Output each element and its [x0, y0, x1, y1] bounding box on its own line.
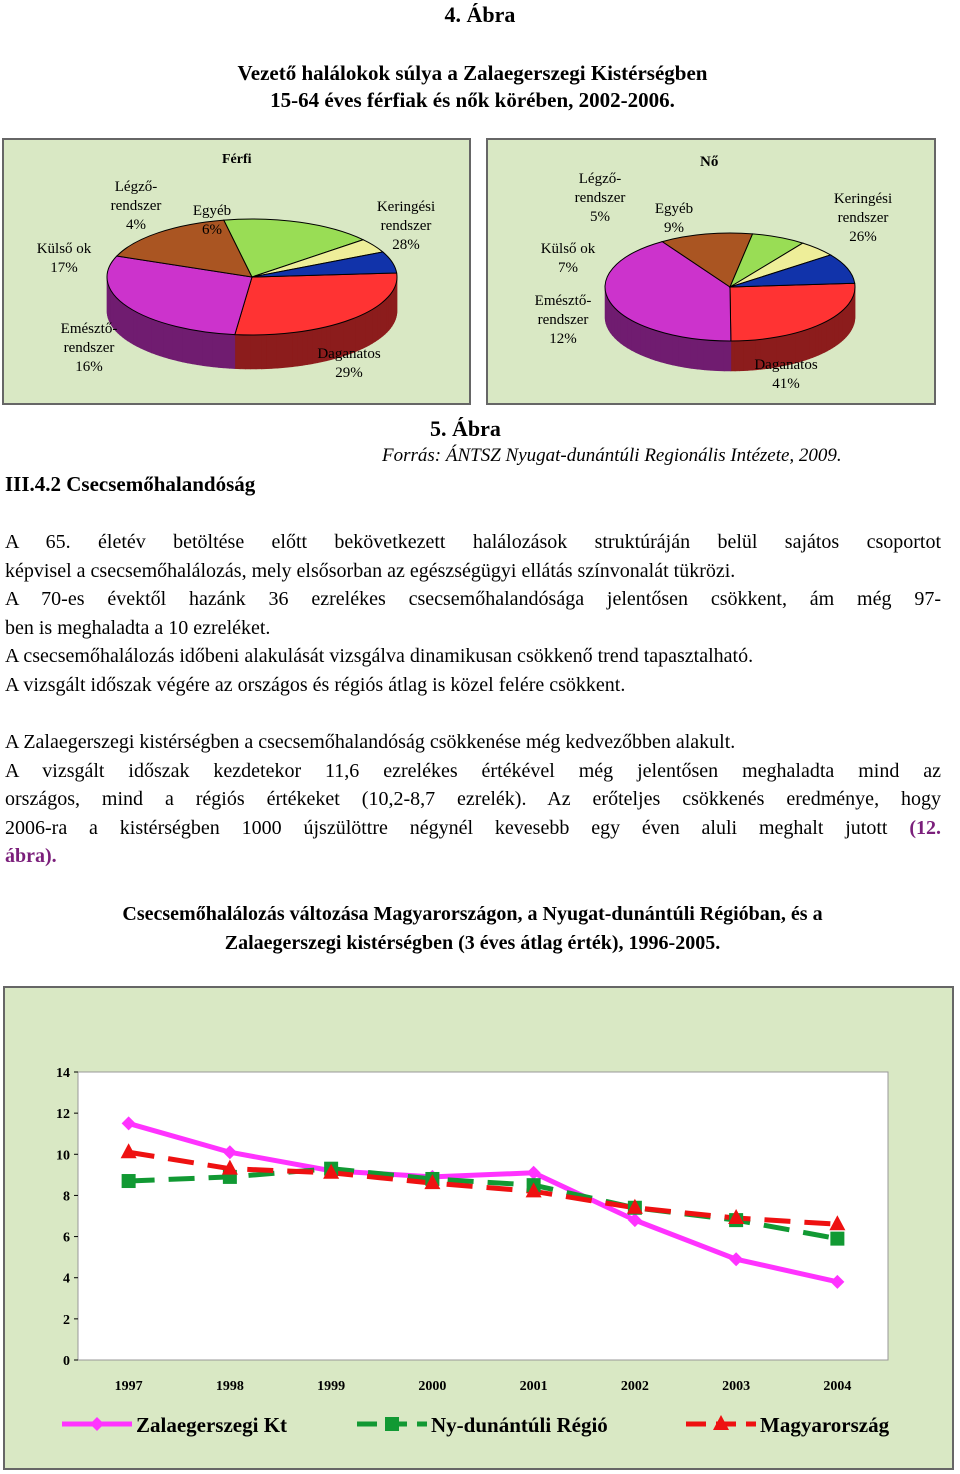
pie-slice-side	[375, 306, 378, 342]
x-tick-label: 1997	[114, 1379, 143, 1394]
figure-4-title-line1: Vezető halálokok súlya a Zalaegerszegi Kistérségben	[237, 61, 708, 85]
y-tick-label: 8	[63, 1189, 70, 1205]
pie-slice-side	[178, 327, 183, 362]
pie-slice-side	[160, 322, 164, 357]
pie-slice-side	[628, 318, 632, 350]
female-label-daganatos: Daganatos 41%	[754, 357, 818, 392]
pie-slice-side	[679, 336, 685, 367]
pie-slice-side	[366, 311, 369, 347]
pie-slice-side	[624, 316, 628, 348]
x-tick-label: 1999	[317, 1379, 346, 1394]
pie-slice-side	[615, 308, 618, 341]
figure-12-title-line2: Zalaegerszegi kistérségben (3 éves átlag érték), 1996-2005.	[224, 932, 721, 954]
pie-slice-side	[140, 314, 144, 350]
pie-slice-side	[381, 302, 383, 338]
pie-slice-side	[277, 334, 282, 368]
line-chart-panel	[3, 986, 954, 1470]
legend-label: Magyarország	[760, 1413, 890, 1437]
pie-slice-side	[698, 339, 705, 370]
paragraph-1-line: képvisel a csecsemőhalálozás, mely elsősorban az egészségügyi ellátás színvonalát tükrözi.	[5, 559, 736, 582]
y-tick-label: 2	[63, 1312, 70, 1328]
y-tick-label: 6	[63, 1230, 70, 1246]
pie-slice-side	[641, 325, 646, 357]
female-label-legzo: Légző- rendszer 5%	[574, 171, 626, 225]
pie-slice-side	[617, 311, 620, 344]
pie-slice-side	[825, 321, 828, 352]
pie-slice-side	[240, 335, 245, 369]
paragraph-2-line: A vizsgált időszak kezdetekor 11,6 ezrelékes értékével még jelentősen meghaladta mind az	[5, 759, 941, 782]
pie-slice-side	[245, 335, 250, 369]
pie-slice-side	[385, 298, 387, 334]
pie-slice-side	[717, 341, 724, 371]
y-tick-label: 0	[63, 1354, 70, 1369]
female-label-emeszto: Emésztő- rendszer 12%	[534, 293, 592, 347]
pie-slice-side	[134, 311, 137, 347]
paragraph-1-line: A vizsgált időszak végére az országos és régiós átlag is közel felére csökkent.	[5, 673, 626, 696]
figure-5-source: Forrás: ÁNTSZ Nyugat-dunántúli Regionális Intézete, 2009.	[382, 445, 842, 466]
pie-slice-side	[256, 335, 261, 369]
pie-slice-side	[839, 312, 841, 344]
pie-slice-side	[378, 304, 381, 340]
paragraph-2-text: 2006-ra a kistérségben 1000 újszülöttre négynél kevesebb egy éven aluli meghalt jutott	[5, 816, 888, 839]
pie-slice-side	[632, 320, 636, 352]
male-pie-title: Férfi	[222, 152, 252, 167]
pie-slice-side	[208, 332, 213, 367]
pie-slice-side	[251, 335, 256, 369]
pie-slice-side	[203, 332, 208, 367]
pie-slice-side	[293, 332, 298, 367]
female-label-egyeb: Egyéb 9%	[654, 201, 694, 236]
y-tick-label: 4	[63, 1271, 70, 1287]
pie-slice-side	[813, 326, 816, 357]
pie-slice-side	[219, 333, 224, 367]
y-tick-label: 10	[56, 1148, 70, 1164]
figure-12-reference[interactable]: (12.	[909, 816, 941, 839]
legend-label: Ny-dunántúli Régió	[431, 1413, 608, 1437]
pie-slice-side	[288, 333, 293, 368]
x-tick-label: 2003	[722, 1379, 751, 1394]
y-tick-label: 12	[56, 1107, 70, 1123]
paragraph-1	[5, 528, 941, 700]
figure-12-title	[0, 900, 945, 958]
figure-12-reference-cont[interactable]: ábra).	[5, 845, 57, 868]
pie-slice-side	[656, 330, 661, 362]
male-label-emeszto: Emésztő- rendszer 16%	[60, 321, 118, 375]
paragraph-2	[5, 728, 941, 871]
pie-slice-side	[137, 312, 140, 348]
pie-slice-side	[691, 338, 697, 369]
figure-5-label: 5. Ábra	[430, 416, 501, 441]
male-label-legzo: Légző- rendszer 4%	[110, 179, 162, 233]
pie-slice-side	[298, 331, 303, 366]
pie-slice-side	[731, 341, 735, 371]
pie-slice-side	[372, 307, 375, 343]
pie-slice-side	[832, 316, 834, 348]
figure-4-title	[0, 60, 945, 114]
pie-slice-side	[636, 323, 641, 355]
x-tick-label: 2000	[418, 1379, 447, 1394]
pie-slice-side	[704, 340, 711, 371]
male-label-keringesi: Keringési rendszer 28%	[376, 199, 436, 253]
pie-slice-side	[173, 326, 178, 361]
female-pie-panel	[486, 138, 936, 405]
pie-slice-side	[193, 330, 198, 365]
male-label-egyeb: Egyéb 6%	[192, 203, 232, 238]
pie-slice-side	[816, 325, 819, 356]
pie-slice-side	[198, 331, 203, 366]
x-tick-label: 2004	[823, 1379, 852, 1394]
paragraph-2-line	[5, 814, 941, 843]
pie-slice-side	[261, 335, 266, 369]
pie-slice-side	[822, 322, 825, 353]
pie-slice-side	[235, 335, 240, 369]
paragraph-1-line: A 65. életév betöltése előtt bekövetkezett halálozások struktúráján belül sajátos csoportot	[5, 531, 941, 553]
pie-slice-side	[229, 334, 234, 368]
pie-slice-side	[621, 313, 624, 345]
pie-slice-side	[383, 300, 385, 336]
pie-slice-side	[267, 334, 272, 368]
pie-slice-side	[363, 313, 366, 349]
pie-slice-side	[685, 337, 691, 368]
female-label-keringesi: Keringési rendszer 26%	[833, 191, 893, 245]
pie-slice-side	[809, 328, 812, 359]
pie-slice-side	[144, 316, 148, 352]
pie-slice-side	[213, 333, 218, 368]
pie-slice-side	[272, 334, 277, 368]
pie-slice-side	[152, 319, 156, 354]
figure-12-title-line1: Csecsemőhalálozás változása Magyarországon, a Nyugat-dunántúli Régióban, és a	[122, 903, 823, 925]
pie-slice-side	[164, 323, 168, 358]
pie-slice-side	[156, 320, 160, 355]
male-label-kulso-ok: Külső ok 17%	[36, 241, 92, 276]
paragraph-1-line: ben is meghaladta a 10 ezreléket.	[5, 616, 271, 639]
pie-slice-side	[169, 324, 174, 359]
pie-slice-side	[612, 305, 614, 338]
pie-slice-side	[711, 340, 718, 370]
paragraph-2-line: országos, mind a régiós értékeket (10,2-8,7 ezrelék). Az erőteljes csökkenés eredménye, hogy	[5, 788, 941, 811]
figure-4-label: 4. Ábra	[444, 2, 516, 27]
male-label-daganatos: Daganatos 29%	[317, 346, 381, 381]
pie-slice-side	[667, 334, 673, 365]
section-heading: III.4.2 Csecsemőhalandóság	[5, 472, 256, 496]
x-tick-label: 2001	[519, 1379, 548, 1394]
female-pie-title: Nő	[700, 154, 719, 170]
male-pie-panel	[2, 138, 471, 405]
pie-slice-side	[724, 341, 731, 371]
pie-slice-side	[148, 317, 152, 353]
pie-slice-side	[650, 329, 655, 361]
pie-slice-side	[661, 332, 667, 364]
paragraph-1-line: A csecsemőhalálozás időbeni alakulását vizsgálva dinamikusan csökkenő trend tapasztalható.	[5, 645, 754, 668]
pie-slice-side	[837, 313, 839, 345]
pie-slice-side	[830, 318, 832, 349]
pie-slice-side	[188, 329, 193, 364]
pie-slice-side	[369, 309, 372, 345]
female-label-kulso-ok: Külső ok 7%	[540, 241, 596, 276]
pie-slice-side	[282, 333, 287, 367]
pie-slice-side	[827, 319, 830, 350]
x-tick-label: 2002	[620, 1379, 649, 1394]
x-tick-label: 1998	[215, 1379, 244, 1394]
paragraph-1-line: A 70-es évektől hazánk 36 ezrelékes csecsemőhalandósága jelentősen csökkent, ám még 97-	[5, 588, 941, 611]
pie-slice-side	[673, 335, 679, 366]
y-tick-label: 14	[56, 1066, 70, 1081]
pie-slice-side	[183, 328, 188, 363]
pie-slice-side	[610, 302, 612, 335]
pie-slice-side	[835, 315, 837, 347]
pie-slice-side	[224, 334, 229, 368]
pie-slice-side	[819, 324, 822, 355]
paragraph-2-line: A Zalaegerszegi kistérségben a csecsemőhalandóság csökkenése még kedvezőbben alakult.	[5, 731, 736, 753]
pie-slice-side	[645, 327, 650, 359]
figure-4-title-line2: 15-64 éves férfiak és nők körében, 2002-2006.	[270, 88, 675, 112]
legend-label: Zalaegerszegi Kt	[136, 1413, 288, 1437]
